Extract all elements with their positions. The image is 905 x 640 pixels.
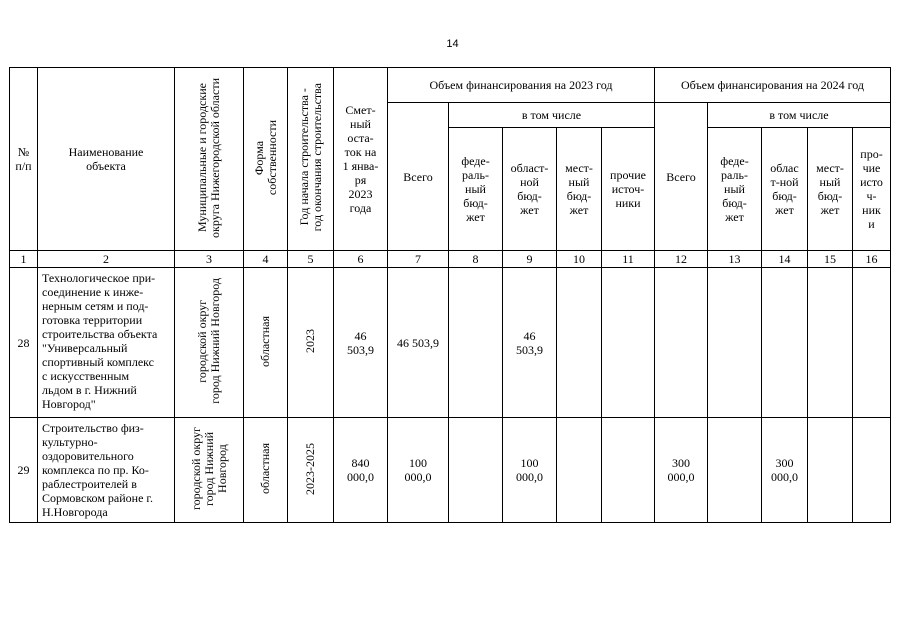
header-local-2024: мест- ный бюд- жет — [808, 128, 853, 251]
header-total-2024: Всего — [655, 103, 708, 251]
row-local-2024 — [808, 268, 853, 418]
row-other-2024 — [853, 418, 891, 523]
row-years-text: 2023-2025 — [303, 442, 317, 495]
column-number: 12 — [655, 251, 708, 268]
column-number: 6 — [334, 251, 388, 268]
header-other-2023: прочие источ- ники — [602, 128, 655, 251]
row-ownership-text: областная — [258, 443, 272, 494]
header-num: № п/п — [10, 68, 38, 251]
row-other-2023 — [602, 418, 655, 523]
column-number: 13 — [708, 251, 762, 268]
header-years-text: Год начала строительства - год окончания строительства — [296, 83, 324, 232]
row-federal-2024 — [708, 418, 762, 523]
header-incl-2024: в том числе — [708, 103, 891, 128]
row-num: 28 — [10, 268, 38, 418]
row-other-2023 — [602, 268, 655, 418]
column-number: 2 — [38, 251, 175, 268]
header-municipality — [175, 68, 244, 251]
column-number: 15 — [808, 251, 853, 268]
column-number: 9 — [503, 251, 557, 268]
financing-table — [9, 67, 891, 523]
column-number: 11 — [602, 251, 655, 268]
column-number: 3 — [175, 251, 244, 268]
column-number: 7 — [388, 251, 449, 268]
column-number: 10 — [557, 251, 602, 268]
row-local-2023 — [557, 268, 602, 418]
row-name: Строительство физ- культурно- оздоровительного комплекса по пр. Ко- раблестроителей в Сормовском районе г. Н.Новгорода — [38, 418, 175, 523]
row-regional-2023: 46 503,9 — [503, 268, 557, 418]
row-total-2024 — [655, 268, 708, 418]
row-regional-2023: 100 000,0 — [503, 418, 557, 523]
header-fin-2023: Объем финансирования на 2023 год — [388, 68, 655, 103]
row-balance: 46 503,9 — [334, 268, 388, 418]
header-years — [288, 68, 334, 251]
header-federal-2024: феде- раль- ный бюд- жет — [708, 128, 762, 251]
row-total-2023: 100 000,0 — [388, 418, 449, 523]
row-local-2024 — [808, 418, 853, 523]
column-number: 4 — [244, 251, 288, 268]
row-regional-2024: 300 000,0 — [762, 418, 808, 523]
column-number: 1 — [10, 251, 38, 268]
header-ownership — [244, 68, 288, 251]
row-local-2023 — [557, 418, 602, 523]
column-number: 5 — [288, 251, 334, 268]
page-number: 14 — [446, 38, 459, 50]
row-ownership-text: областная — [258, 315, 272, 367]
header-fin-2024: Объем финансирования на 2024 год — [655, 68, 891, 103]
header-balance: Смет- ный оста- ток на 1 янва- ря 2023 года — [334, 68, 388, 251]
header-regional-2023: област- ной бюд- жет — [503, 128, 557, 251]
row-municipality-text: городской округ город Нижний Новгород — [188, 427, 229, 510]
row-federal-2023 — [449, 268, 503, 418]
row-municipality — [175, 268, 244, 418]
header-name: Наименование объекта — [38, 68, 175, 251]
row-other-2024 — [853, 268, 891, 418]
row-years-text: 2023 — [303, 329, 317, 353]
row-total-2023: 46 503,9 — [388, 268, 449, 418]
header-local-2023: мест- ный бюд- жет — [557, 128, 602, 251]
header-incl-2023: в том числе — [449, 103, 655, 128]
row-regional-2024 — [762, 268, 808, 418]
row-ownership — [244, 418, 288, 523]
header-regional-2024: облас т-ной бюд- жет — [762, 128, 808, 251]
column-number: 14 — [762, 251, 808, 268]
header-federal-2023: феде- раль- ный бюд- жет — [449, 128, 503, 251]
row-years — [288, 268, 334, 418]
row-name: Технологическое при- соединение к инже- нерным сетям и под- готовка территории строительства объекта "Универсальный спортивный комплекс с искусственным льдом в г. Нижний Новгород" — [38, 268, 175, 418]
row-municipality — [175, 418, 244, 523]
row-municipality-text: городской округ город Нижний Новгород — [195, 278, 222, 404]
column-number: 16 — [853, 251, 891, 268]
table-row — [10, 418, 891, 523]
row-years — [288, 418, 334, 523]
header-municipality-text: Муниципальные и городские округа Нижегородской области — [195, 77, 222, 238]
row-balance: 840 000,0 — [334, 418, 388, 523]
table-row — [10, 268, 891, 418]
row-ownership — [244, 268, 288, 418]
column-number: 8 — [449, 251, 503, 268]
header-total-2023: Всего — [388, 103, 449, 251]
header-other-2024: про- чие исто ч- ник и — [853, 128, 891, 251]
row-federal-2024 — [708, 268, 762, 418]
header-ownership-text: Форма собственности — [251, 119, 279, 196]
row-federal-2023 — [449, 418, 503, 523]
column-number-row — [10, 251, 891, 268]
row-total-2024: 300 000,0 — [655, 418, 708, 523]
row-num: 29 — [10, 418, 38, 523]
